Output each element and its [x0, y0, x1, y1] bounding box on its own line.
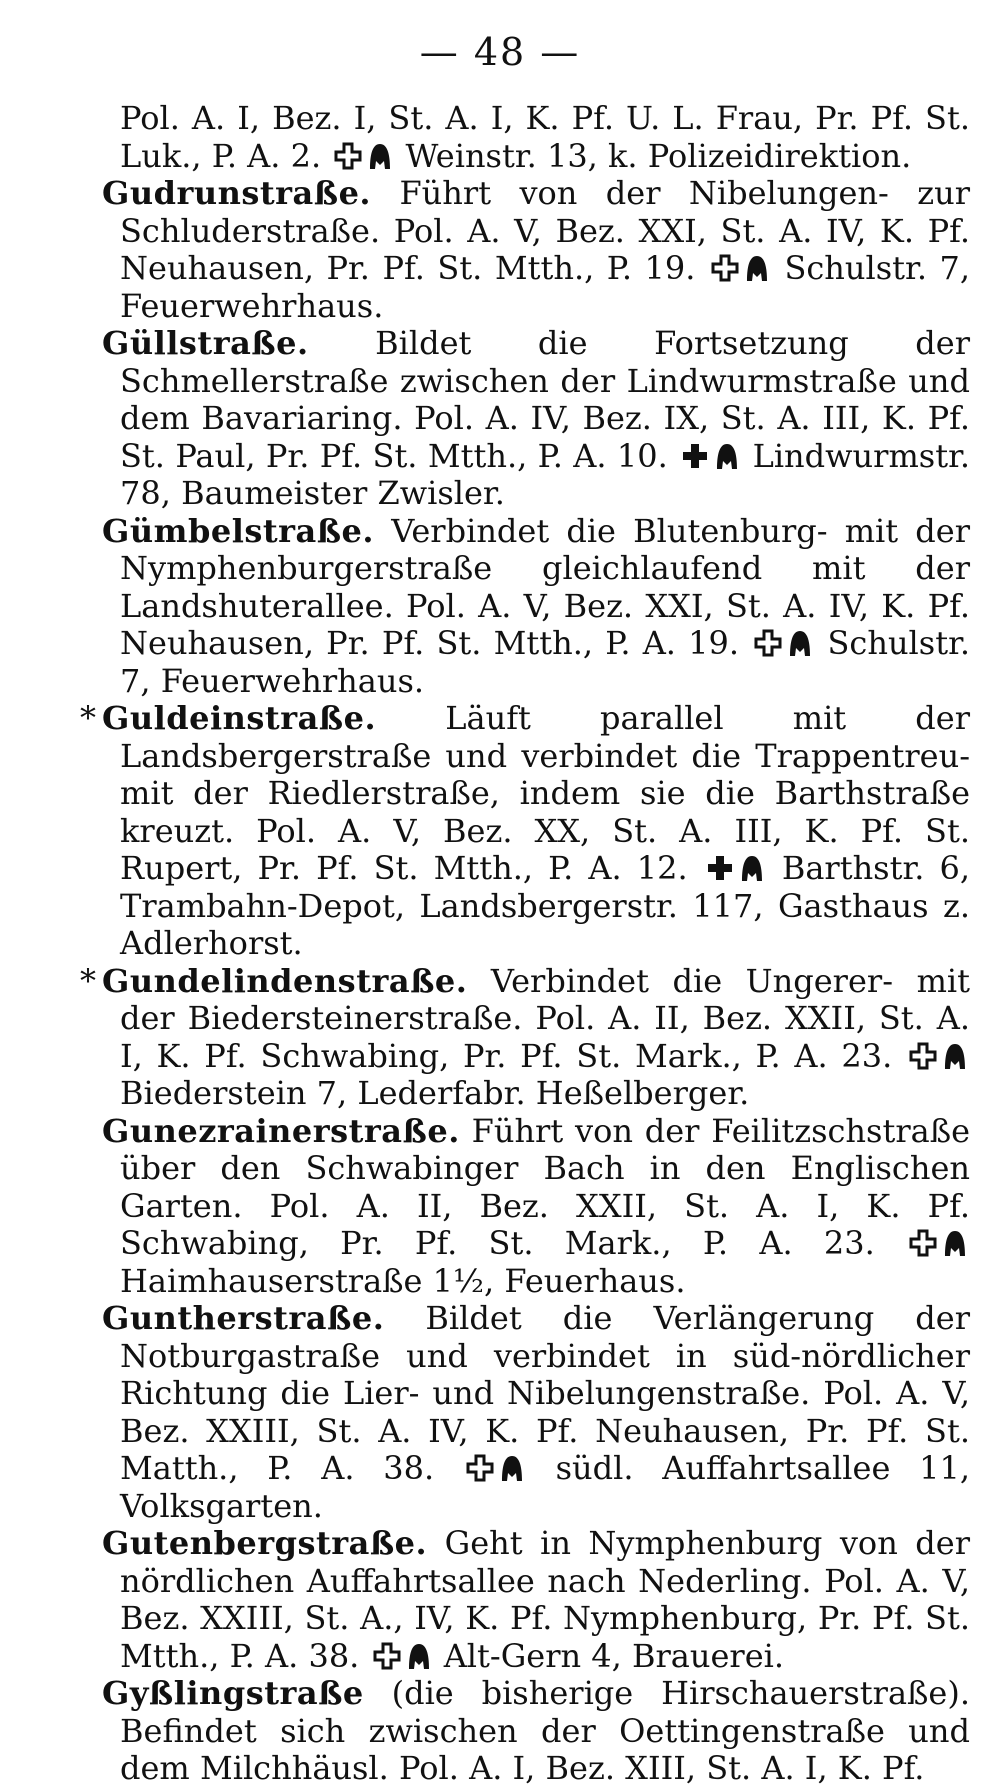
cross-outline-icon — [465, 1453, 495, 1483]
entry-text: Bildet die Verlängerung der Notburgastraße und verbindet in süd-nördlicher Richtung die Lier- und Nibelungenstraße. Pol. A. V, Bez. XXIII, St. A. IV, K. Pf. Neuhausen, Pr. Pf. St. Matth., P. A. 38. — [120, 1299, 971, 1487]
entry-location: Barthstr. 6, Trambahn-Depot, Landsbergerstr. 117, Gasthaus z. Adlerhorst. — [120, 849, 971, 962]
street-name: Guntherstraße. — [102, 1299, 385, 1337]
entry-text: Verbindet die Blutenburg- mit der Nymphenburgerstraße gleichlaufend mit der Landshuterallee. Pol. A. V, Bez. XXI, St. A. IV, K. Pf. Neuhausen, Pr. Pf. St. Mtth., P. A. 19. — [120, 511, 971, 662]
cross-outline-icon — [753, 628, 783, 658]
entry-marker: * — [80, 961, 96, 1000]
cross-outline-icon — [908, 1228, 938, 1258]
street-name: Guldeinstraße. — [102, 699, 377, 737]
fire-helmet-icon — [787, 628, 813, 658]
entry-location: Schulstr. 7, Feuerwehrhaus. — [120, 624, 971, 700]
cross-filled-icon — [705, 853, 735, 883]
street-name: Gümbelstraße. — [102, 511, 375, 550]
fire-helmet-icon — [942, 1228, 968, 1258]
cross-outline-icon — [710, 253, 740, 283]
street-name: Gyßlingstraße — [102, 1674, 364, 1712]
street-name: Güllstraße. — [102, 324, 309, 362]
cross-outline-icon — [333, 141, 363, 171]
fire-helmet-icon — [367, 141, 393, 171]
street-name: Gundelindenstraße. — [102, 961, 468, 1000]
directory-entry — [80, 325, 970, 513]
directory-entry — [80, 963, 970, 1113]
street-name: Gudrunstraße. — [102, 174, 372, 212]
street-name: Gutenbergstraße. — [102, 1524, 428, 1562]
directory-text — [80, 100, 970, 1788]
directory-entry — [80, 1525, 970, 1675]
fire-helmet-icon — [714, 441, 740, 471]
directory-entry — [80, 700, 970, 963]
entry-location: südl. Auffahrtsallee 11, Volksgarten. — [120, 1449, 970, 1525]
directory-entry — [80, 1300, 970, 1525]
entry-text: (die bisherige Hirschauerstraße). Befindet sich zwischen der Oettingenstraße und dem Milchhäusl. Pol. A. I, Bez. XIII, St. A. I, K. Pf. — [120, 1674, 970, 1787]
entry-text: Verbindet die Ungerer- mit der Biedersteinerstraße. Pol. A. II, Bez. XXII, St. A. I, K. Pf. Schwabing, Pr. Pf. St. Mark., P. A. 23. — [120, 961, 971, 1075]
cross-outline-icon — [372, 1641, 402, 1671]
fire-helmet-icon — [942, 1041, 968, 1071]
fire-helmet-icon — [744, 253, 770, 283]
entry-text: Läuft parallel mit der Landsbergerstraße und verbindet die Trappentreu- mit der Riedlerstraße, indem sie die Barthstraße kreuzt. Pol. A. V, Bez. XX, St. A. III, K. Pf. St. Rupert, Pr. Pf. St. Mtth., P. A. 12. — [120, 699, 971, 887]
entry-marker: * — [80, 699, 96, 737]
entry-location: Haimhauserstraße 1½, Feuerhaus. — [120, 1261, 686, 1300]
directory-entry — [80, 1675, 970, 1788]
entry-text: Bildet die Fortsetzung der Schmellerstraße zwischen der Lindwurmstraße und dem Bavariaring. Pol. A. IV, Bez. IX, St. A. III, K. Pf. St. Paul, Pr. Pf. St. Mtth., P. A. 10. — [120, 324, 971, 475]
directory-entry — [80, 100, 970, 175]
fire-helmet-icon — [739, 853, 765, 883]
cross-outline-icon — [908, 1041, 938, 1071]
directory-entry — [80, 513, 970, 701]
entry-text: Pol. A. I, Bez. I, St. A. I, K. Pf. U. L. Frau, Pr. Pf. St. Luk., P. A. 2. — [120, 99, 970, 175]
fire-helmet-icon — [406, 1641, 432, 1671]
street-name: Gunezrainerstraße. — [102, 1111, 460, 1150]
entry-location: Alt-Gern 4, Brauerei. — [443, 1636, 785, 1675]
entry-location: Weinstr. 13, k. Polizeidirektion. — [405, 136, 912, 175]
entry-location: Biederstein 7, Lederfabr. Heßelberger. — [120, 1074, 750, 1112]
entry-text: Führt von der Nibelungen- zur Schluderstraße. Pol. A. V, Bez. XXI, St. A. IV, K. Pf. Neuhausen, Pr. Pf. St. Mtth., P. 19. — [120, 174, 971, 287]
entry-text: Geht in Nymphenburg von der nördlichen Auffahrtsallee nach Nederling. Pol. A. V, Bez. XXIII, St. A., IV, K. Pf. Nymphenburg, Pr. Pf. St. Mtth., P. A. 38. — [120, 1524, 971, 1675]
cross-filled-icon — [680, 441, 710, 471]
directory-entry — [80, 175, 970, 325]
entry-location: Lindwurmstr. 78, Baumeister Zwisler. — [120, 436, 971, 512]
page-number: — 48 — — [419, 30, 581, 74]
directory-entry — [80, 1113, 970, 1301]
entry-location: Schulstr. 7, Feuerwehrhaus. — [120, 249, 971, 325]
entry-text: Führt von der Feilitzschstraße über den Schwabinger Bach in den Englischen Garten. Pol. A. II, Bez. XXII, St. A. I, K. Pf. Schwabing, Pr. Pf. St. Mark., P. A. 23. — [120, 1111, 970, 1262]
fire-helmet-icon — [499, 1453, 525, 1483]
